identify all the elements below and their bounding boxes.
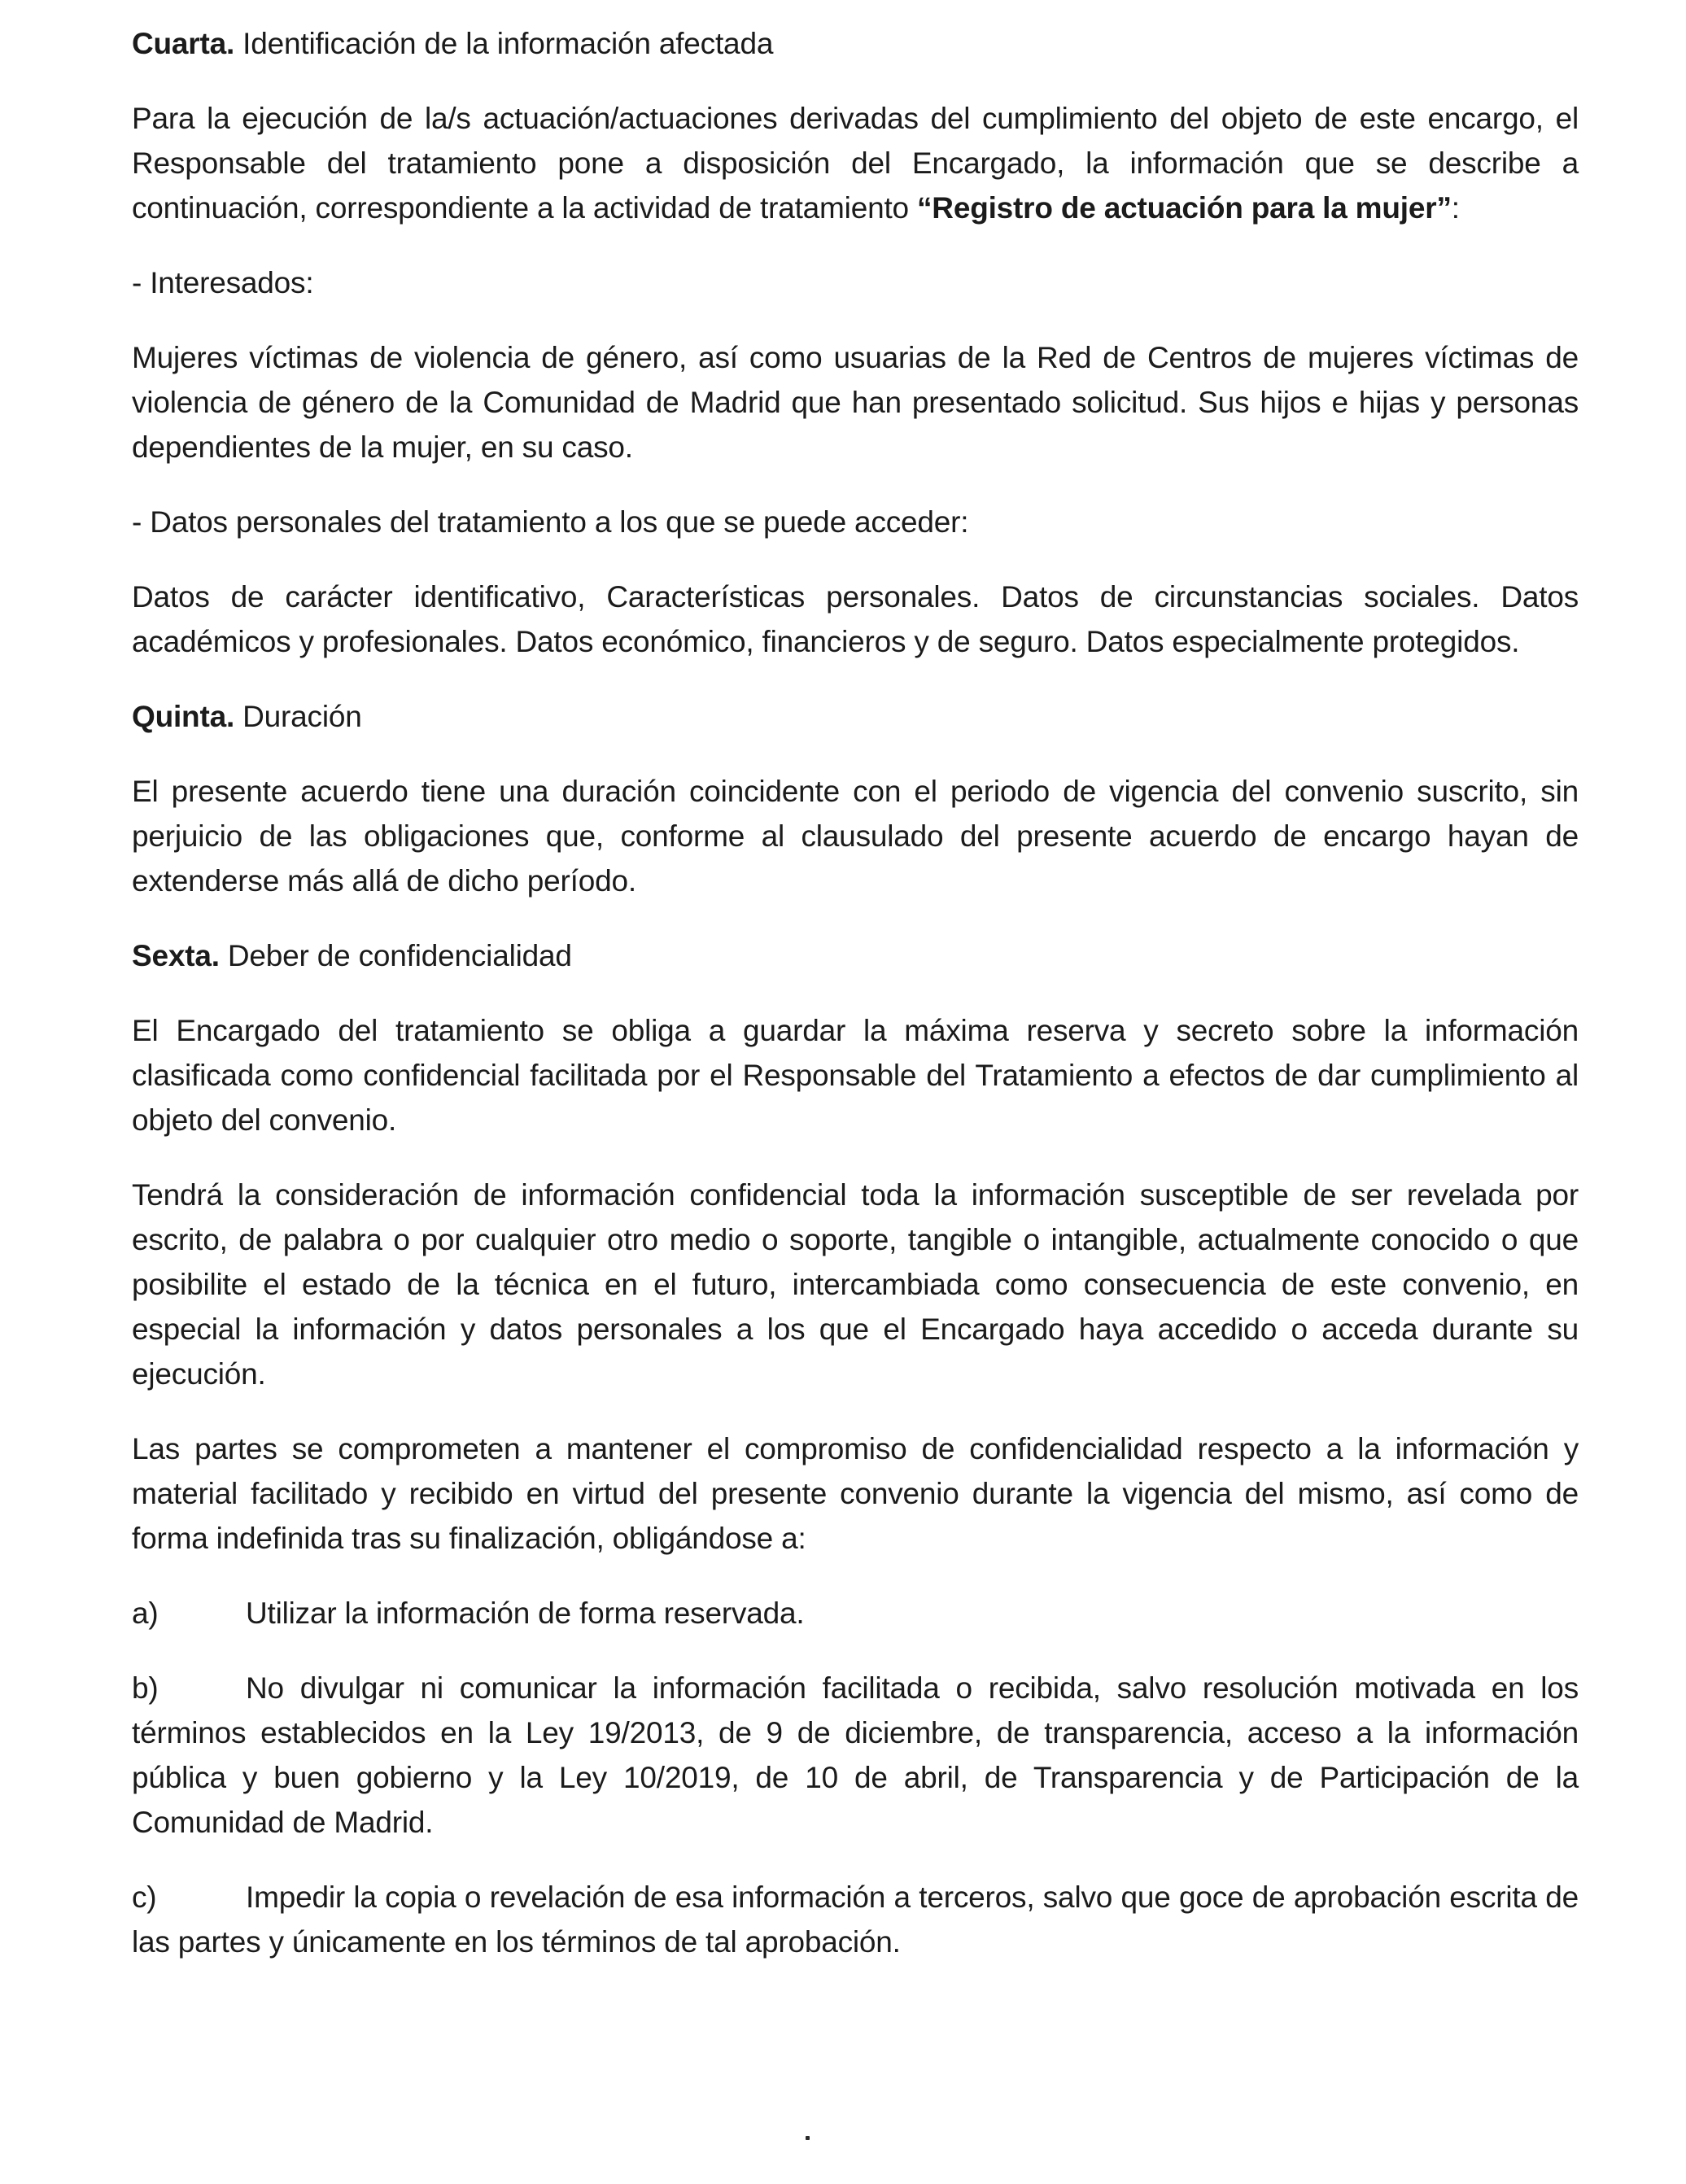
paragraph <box>132 1008 1579 1142</box>
paragraph-text: Para la ejecución de la/s actuación/actuaciones derivadas del cumplimiento del objeto de este encargo, el Responsable del tratamiento pone a disposición del Encargado, la información que se describe a continuación, correspondiente a la actividad de tratamiento <box>132 102 1579 225</box>
paragraph-text: El presente acuerdo tiene una duración coincidente con el periodo de vigencia del convenio suscrito, sin perjuicio de las obligaciones que, conforme al clausulado del presente acuerdo de encargo hayan de extenderse más allá de dicho período. <box>132 775 1579 898</box>
dash-line-interesados <box>132 260 1579 305</box>
paragraph <box>132 335 1579 470</box>
paragraph <box>132 574 1579 664</box>
heading-title: Duración <box>234 700 362 733</box>
paragraph-text: - Interesados: <box>132 266 314 299</box>
dash-line-datos-personales <box>132 500 1579 544</box>
list-item-a <box>132 1591 1579 1636</box>
paragraph <box>132 96 1579 230</box>
heading-line <box>132 933 1579 978</box>
list-item-label: a) <box>132 1597 159 1630</box>
footer-stray-dot <box>806 2136 810 2140</box>
paragraph <box>132 769 1579 903</box>
heading-keyword: Cuarta. <box>132 27 235 60</box>
heading-title: Deber de confidencialidad <box>219 939 572 972</box>
paragraph-text: Tendrá la consideración de información confidencial toda la información susceptible de ser revelada por escrito, de palabra o por cualquier otro medio o soporte, tangible o intangible, actualmente conocido o que posibilite el estado de la técnica en el futuro, intercambiada como consecuencia de este convenio, en especial la información y datos personales a los que el Encargado haya accedido o acceda durante su ejecución. <box>132 1178 1579 1391</box>
bold-treatment-activity: “Registro de actuación para la mujer” <box>917 191 1452 225</box>
paragraph-text: El Encargado del tratamiento se obliga a guardar la máxima reserva y secreto sobre la información clasificada como confidencial facilitada por el Responsable del Tratamiento a efectos de dar cumplimiento al objeto del convenio. <box>132 1014 1579 1137</box>
heading-keyword: Quinta. <box>132 700 235 733</box>
paragraph-text: : <box>1451 191 1460 225</box>
list-item-text: Impedir la copia o revelación de esa información a terceros, salvo que goce de aprobación escrita de las partes y únicamente en los términos de tal aprobación. <box>132 1880 1579 1959</box>
heading-line <box>132 21 1579 66</box>
section-heading-quinta <box>132 694 1579 739</box>
paragraph <box>132 1426 1579 1561</box>
paragraph-text: Datos de carácter identificativo, Características personales. Datos de circunstancias sociales. Datos académicos y profesionales. Datos económico, financieros y de seguro. Datos especialmente protegidos. <box>132 580 1579 658</box>
paragraph-text: - Datos personales del tratamiento a los que se puede acceder: <box>132 505 969 539</box>
list-item-b <box>132 1666 1579 1845</box>
list-item-text: No divulgar ni comunicar la información facilitada o recibida, salvo resolución motivada en los términos establecidos en la Ley 19/2013, de 9 de diciembre, de transparencia, acceso a la información pública y buen gobierno y la Ley 10/2019, de 10 de abril, de Transparencia y de Participación de la Comunidad de Madrid. <box>132 1671 1579 1839</box>
list-item-line <box>132 1591 1579 1636</box>
list-item-line <box>132 1666 1579 1845</box>
section-heading-cuarta <box>132 21 1579 66</box>
list-item-label: c) <box>132 1880 157 1914</box>
paragraph-text: Mujeres víctimas de violencia de género, así como usuarias de la Red de Centros de mujeres víctimas de violencia de género de la Comunidad de Madrid que han presentado solicitud. Sus hijos e hijas y personas dependientes de la mujer, en su caso. <box>132 341 1579 464</box>
paragraph-line <box>132 96 1579 230</box>
heading-title: Identificación de la información afectada <box>234 27 774 60</box>
heading-line <box>132 694 1579 739</box>
paragraph-text: Las partes se comprometen a mantener el compromiso de confidencialidad respecto a la información y material facilitado y recibido en virtud del presente convenio durante la vigencia del mismo, así como de forma indefinida tras su finalización, obligándose a: <box>132 1432 1579 1555</box>
list-item-c <box>132 1875 1579 1964</box>
paragraph <box>132 1173 1579 1396</box>
list-item-line <box>132 1875 1579 1964</box>
heading-keyword: Sexta. <box>132 939 220 972</box>
list-item-text: Utilizar la información de forma reservada. <box>246 1597 805 1630</box>
list-item-label: b) <box>132 1671 159 1705</box>
section-heading-sexta <box>132 933 1579 978</box>
